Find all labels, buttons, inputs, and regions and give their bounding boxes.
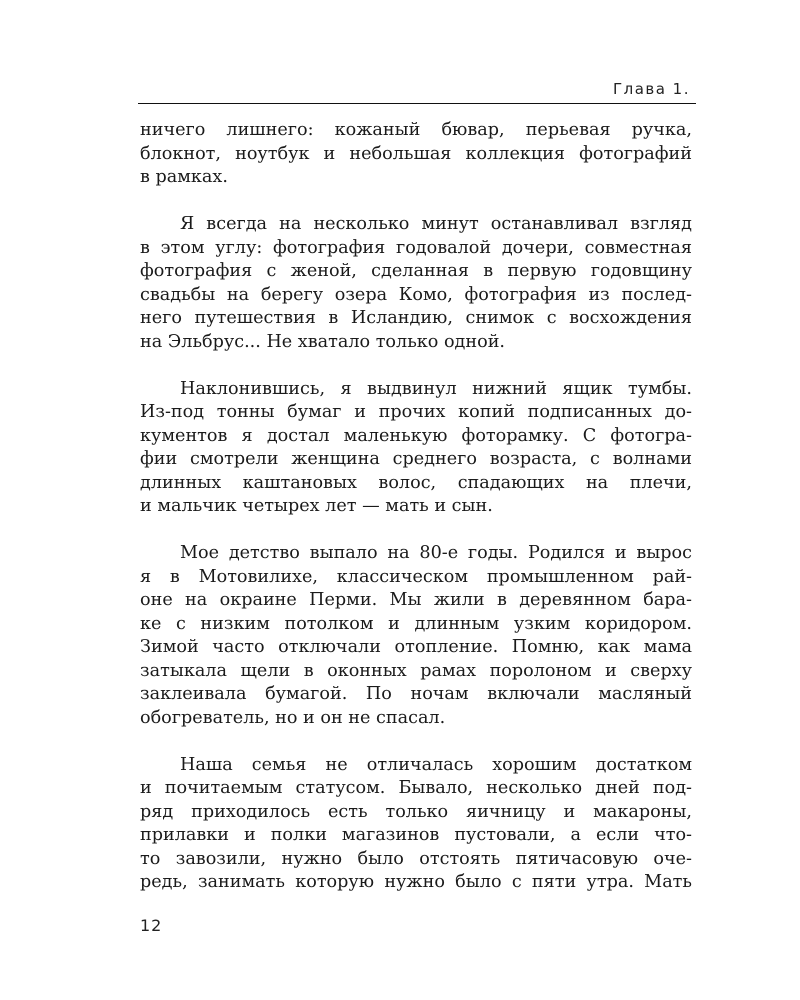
- running-head-chapter: Глава 1.: [612, 80, 690, 98]
- text-line: ке с низким потолком и длинным узким коридором.: [140, 613, 692, 634]
- paragraph-2: [140, 213, 692, 354]
- paragraph-3: [140, 378, 692, 519]
- paragraph-5: [140, 754, 692, 895]
- text-line: ничего лишнего: кожаный бювар, перьевая ручка,: [140, 120, 692, 140]
- text-line: я в Мотовилихе, классическом промышленном рай-: [140, 566, 692, 587]
- text-line: обогреватель, но и он не спасал.: [140, 707, 446, 728]
- text-line: кументов я достал маленькую фоторамку. С фотогра-: [140, 425, 692, 446]
- text-line: прилавки и полки магазинов пустовали, а если что-: [140, 825, 692, 845]
- text-line: Зимой часто отключали отопление. Помню, как мама: [140, 637, 692, 657]
- text-line: и почитаемым статусом. Бывало, несколько дней под-: [140, 778, 692, 798]
- text-line: на Эльбрус... Не хватало только одной.: [140, 331, 506, 352]
- text-line: и мальчик четырех лет — мать и сын.: [140, 496, 493, 516]
- text-line: свадьбы на берегу озера Комо, фотография из послед-: [140, 284, 692, 305]
- text-line: Мое детство выпало на 80-е годы. Родился и вырос: [180, 543, 692, 563]
- text-line: в рамках.: [140, 167, 228, 187]
- text-line: фотография с женой, сделанная в первую годовщину: [140, 261, 692, 281]
- paragraph-1: [140, 119, 692, 190]
- text-line: ряд приходилось есть только яичницу и макароны,: [140, 801, 692, 822]
- text-line: Из-под тонны бумаг и прочих копий подписанных до-: [140, 402, 692, 422]
- text-line: в этом углу: фотография годовалой дочери, совместная: [140, 237, 692, 258]
- text-line: Я всегда на несколько минут останавливал взгляд: [180, 214, 692, 234]
- page-number: 12: [140, 916, 163, 935]
- text-line: блокнот, ноутбук и небольшая коллекция фотографий: [140, 143, 692, 164]
- text-line: Наклонившись, я выдвинул нижний ящик тумбы.: [180, 378, 692, 399]
- text-line: него путешествия в Исландию, снимок с восхождения: [140, 308, 692, 328]
- text-line: то завозили, нужно было отстоять пятичасовую оче-: [140, 848, 692, 869]
- paragraph-4: [140, 542, 692, 730]
- page-body: [140, 119, 692, 918]
- text-line: оне на окраине Перми. Мы жили в деревянном бара-: [140, 590, 692, 610]
- text-line: длинных каштановых волос, спадающих на плечи,: [140, 472, 692, 493]
- text-line: Наша семья не отличалась хорошим достатком: [180, 754, 692, 775]
- text-line: фии смотрели женщина среднего возраста, с волнами: [140, 449, 692, 469]
- header-rule: [138, 103, 696, 104]
- text-line: заклеивала бумагой. По ночам включали масляный: [140, 684, 692, 704]
- text-line: редь, занимать которую нужно было с пяти утра. Мать: [140, 872, 692, 892]
- text-line: затыкала щели в оконных рамах поролоном и сверху: [140, 660, 692, 681]
